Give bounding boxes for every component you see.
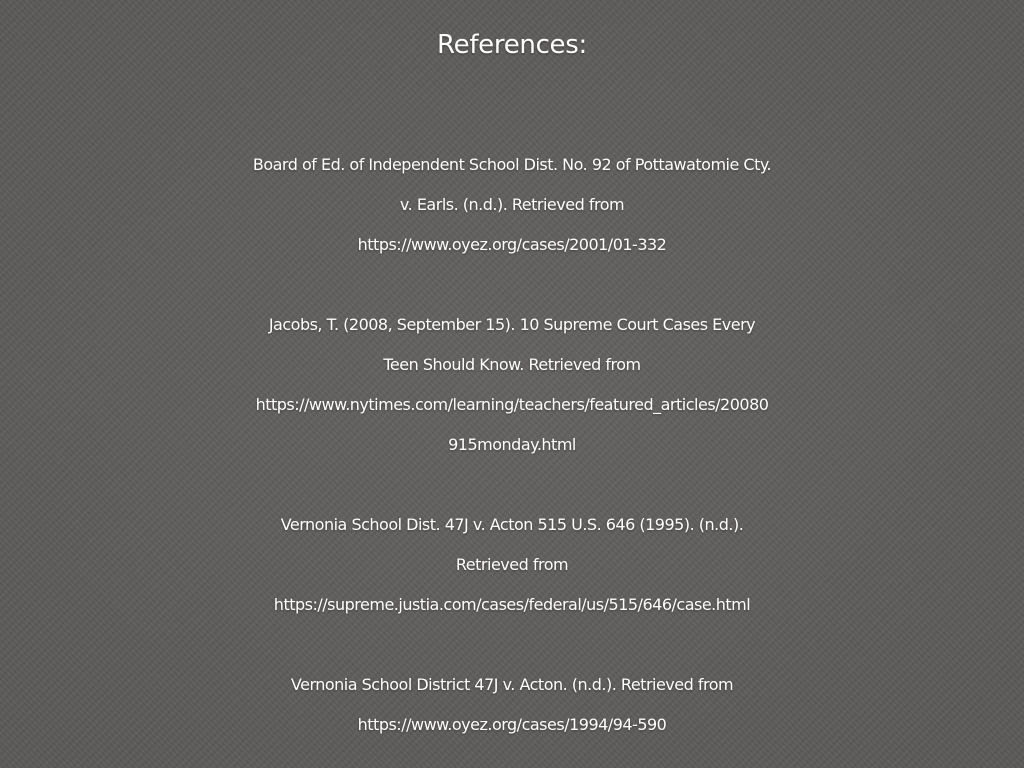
reference-url: https://www.oyez.org/cases/1994/94-590	[357, 715, 667, 734]
reference-line: Board of Ed. of Independent School Dist. No. 92 of Pottawatomie Cty.	[252, 155, 772, 174]
reference-url: https://supreme.justia.com/cases/federal/us/515/646/case.html	[273, 595, 751, 614]
references-list	[4, 145, 1020, 745]
reference-url: https://www.nytimes.com/learning/teachers/featured_articles/20080	[255, 395, 769, 414]
reference-entry-1	[4, 145, 1020, 265]
reference-line: Retrieved from	[455, 555, 569, 574]
reference-url: https://www.oyez.org/cases/2001/01-332	[357, 235, 667, 254]
reference-entry-4	[4, 665, 1020, 745]
reference-line: Jacobs, T. (2008, September 15). 10 Supreme Court Cases Every	[268, 315, 756, 334]
reference-line: Vernonia School Dist. 47J v. Acton 515 U.S. 646 (1995). (n.d.).	[280, 515, 744, 534]
reference-entry-2	[4, 305, 1020, 465]
slide-title: References:	[437, 30, 587, 60]
reference-entry-3	[4, 505, 1020, 625]
reference-url-continued: 915monday.html	[448, 435, 576, 454]
reference-line: v. Earls. (n.d.). Retrieved from	[399, 195, 625, 214]
reference-line: Vernonia School District 47J v. Acton. (n.d.). Retrieved from	[290, 675, 734, 694]
reference-line: Teen Should Know. Retrieved from	[383, 355, 641, 374]
